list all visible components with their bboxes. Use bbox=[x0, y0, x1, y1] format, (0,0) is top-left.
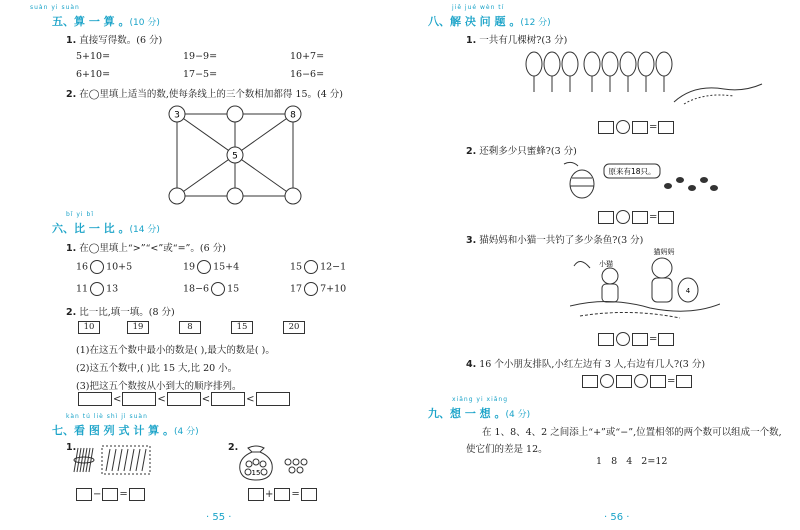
operator-circle[interactable] bbox=[634, 374, 648, 388]
mother-cat-label: 猫妈妈 bbox=[653, 248, 675, 256]
branch-icon bbox=[564, 162, 578, 166]
answer-box[interactable] bbox=[658, 211, 674, 224]
answer-box[interactable] bbox=[582, 375, 598, 388]
tree-icon bbox=[620, 52, 636, 76]
less-than-sign: < bbox=[157, 393, 166, 405]
equation: 10+7= bbox=[290, 51, 325, 62]
answer-circle[interactable] bbox=[90, 260, 104, 274]
section5-pinyin: suàn yi suàn bbox=[30, 4, 80, 11]
kitten-icon bbox=[602, 268, 618, 284]
answer-box[interactable] bbox=[129, 488, 145, 501]
less-than-sign: < bbox=[201, 393, 211, 405]
beehive-icon bbox=[570, 170, 594, 198]
tree-icon bbox=[584, 52, 600, 76]
s6-q2: 2. 比一比,填一填。(8 分) bbox=[66, 307, 175, 318]
equation: 19−9= bbox=[183, 51, 218, 62]
bucket-number: 4 bbox=[685, 287, 691, 295]
tree-icon bbox=[544, 52, 560, 76]
section6-title: 六、比 一 比 。(14 分) bbox=[52, 222, 160, 235]
compare-item: 11 13 bbox=[76, 283, 119, 295]
s8-q3: 3. 猫妈妈和小猫一共钓了多少条鱼?(3 分) bbox=[466, 235, 644, 246]
section7-title: 七、看 图 列 式 计 算 。(4 分) bbox=[52, 424, 199, 437]
s6-sub1: (1)在这五个数中最小的数是( ),最大的数是( )。 bbox=[76, 345, 275, 356]
equation-boxes-queue: = bbox=[582, 374, 692, 388]
answer-box[interactable] bbox=[211, 392, 245, 406]
right-page bbox=[400, 0, 800, 530]
cats-fishing-image bbox=[570, 246, 720, 324]
equation-boxes-1: − = bbox=[76, 488, 145, 501]
s9-expression: 1 8 4 2=12 bbox=[596, 456, 668, 467]
stick-bundle-icon bbox=[74, 448, 94, 472]
answer-box[interactable] bbox=[167, 392, 201, 406]
answer-box[interactable] bbox=[676, 375, 692, 388]
equation-boxes-2: + = bbox=[248, 488, 317, 501]
operator-circle[interactable] bbox=[616, 210, 630, 224]
answer-circle[interactable] bbox=[211, 282, 225, 296]
node-circle[interactable] bbox=[285, 188, 301, 204]
kitten-label: 小猫 bbox=[599, 260, 613, 268]
operator-circle[interactable] bbox=[600, 374, 614, 388]
operator-circle[interactable] bbox=[616, 120, 630, 134]
answer-box[interactable] bbox=[658, 333, 674, 346]
operator-circle[interactable] bbox=[616, 332, 630, 346]
section8-pinyin: jiě jué wèn tí bbox=[452, 4, 505, 11]
answer-box[interactable] bbox=[122, 392, 156, 406]
answer-box[interactable] bbox=[632, 211, 648, 224]
node-circle[interactable] bbox=[169, 188, 185, 204]
s8-q4: 4. 16 个小朋友排队,小红左边有 3 人,右边有几人?(3 分) bbox=[466, 359, 706, 370]
s6-q1: 1. 在◯里填上“>”“<”或“=”。(6 分) bbox=[66, 243, 226, 254]
answer-circle[interactable] bbox=[304, 282, 318, 296]
node-value: 3 bbox=[174, 110, 180, 121]
equation-boxes-trees: = bbox=[598, 120, 674, 134]
compare-item: 16 10+5 bbox=[76, 261, 133, 273]
tree-icon bbox=[562, 52, 578, 76]
section7-pinyin: kàn tú liè shì jì suàn bbox=[66, 413, 148, 420]
bees-image bbox=[562, 158, 722, 202]
answer-circle[interactable] bbox=[304, 260, 318, 274]
sticks-image bbox=[72, 444, 152, 476]
number-box: 8 bbox=[179, 321, 201, 334]
compare-item: 19 15+4 bbox=[183, 261, 240, 273]
fish-icon bbox=[574, 261, 590, 268]
tree-icon bbox=[638, 52, 654, 76]
equation: 6+10= bbox=[76, 69, 111, 80]
answer-box[interactable] bbox=[650, 375, 666, 388]
s6-sub3: (3)把这五个数按从小到大的顺序排列。 bbox=[76, 381, 242, 392]
answer-box[interactable] bbox=[274, 488, 290, 501]
s7-q1-number: 1. bbox=[66, 442, 77, 453]
node-circle[interactable] bbox=[227, 106, 243, 122]
order-boxes bbox=[78, 392, 290, 406]
s8-q2: 2. 还剩多少只蜜蜂?(3 分) bbox=[466, 146, 577, 157]
compare-item: 17 7+10 bbox=[290, 283, 347, 295]
answer-box[interactable] bbox=[256, 392, 290, 406]
bag-tie-icon bbox=[248, 446, 264, 452]
answer-box[interactable] bbox=[616, 375, 632, 388]
node-value: 8 bbox=[290, 110, 296, 121]
s9-text-line1: 在 1、8、4、2 之间添上“+”或“−”,位置相邻的两个数可以组成一个数, bbox=[482, 427, 782, 438]
s7-q2-number: 2. bbox=[228, 442, 239, 453]
s5-q2: 2. 在◯里填上适当的数,使每条线上的三个数相加都得 15。(4 分) bbox=[66, 89, 344, 100]
answer-circle[interactable] bbox=[197, 260, 211, 274]
section5-title: 五、算 一 算 。(10 分) bbox=[52, 15, 160, 28]
s8-q1: 1. 一共有几棵树?(3 分) bbox=[466, 35, 568, 46]
triangle-diagram bbox=[160, 102, 310, 208]
compare-item: 15 12−1 bbox=[290, 261, 347, 273]
equation: 17−5= bbox=[183, 69, 218, 80]
answer-box[interactable] bbox=[598, 333, 614, 346]
less-than-sign: < bbox=[246, 393, 255, 405]
node-value: 5 bbox=[232, 151, 238, 162]
s6-sub2: (2)这五个数中,( )比 15 大,比 20 小。 bbox=[76, 363, 238, 374]
answer-box[interactable] bbox=[632, 333, 648, 346]
equation-boxes-fish: = bbox=[598, 332, 674, 346]
tree-icon bbox=[526, 52, 542, 76]
bag-image bbox=[236, 440, 316, 482]
section6-pinyin: bǐ yi bǐ bbox=[66, 211, 94, 218]
number-box: 20 bbox=[283, 321, 305, 334]
equation-boxes-bees: = bbox=[598, 210, 674, 224]
equation: 5+10= bbox=[76, 51, 111, 62]
answer-box[interactable] bbox=[632, 121, 648, 134]
trees-image bbox=[524, 44, 764, 106]
number-box: 15 bbox=[231, 321, 253, 334]
tree-icon bbox=[602, 52, 618, 76]
bubble-text: 原来有18只。 bbox=[608, 167, 656, 176]
answer-box[interactable] bbox=[658, 121, 674, 134]
bee-icon bbox=[664, 177, 718, 191]
number-box: 19 bbox=[127, 321, 149, 334]
answer-circle[interactable] bbox=[90, 282, 104, 296]
answer-box[interactable] bbox=[78, 392, 112, 406]
node-circle[interactable] bbox=[227, 188, 243, 204]
less-than-sign: < bbox=[113, 393, 122, 405]
tree-icon bbox=[656, 52, 672, 76]
section9-pinyin: xiǎng yi xiǎng bbox=[452, 396, 509, 403]
s5-q1: 1. 直接写得数。(6 分) bbox=[66, 35, 163, 46]
number-box: 10 bbox=[78, 321, 100, 334]
compare-item: 18−6 15 bbox=[183, 283, 240, 295]
answer-box[interactable] bbox=[102, 488, 118, 501]
answer-box[interactable] bbox=[301, 488, 317, 501]
s9-text-line2: 使它们的差是 12。 bbox=[466, 444, 548, 455]
page-number: · 56 · bbox=[604, 512, 630, 523]
section8-title: 八、解 决 问 题 。(12 分) bbox=[428, 15, 551, 28]
answer-box[interactable] bbox=[76, 488, 92, 501]
answer-box[interactable] bbox=[598, 121, 614, 134]
equation: 16−6= bbox=[290, 69, 325, 80]
answer-box[interactable] bbox=[248, 488, 264, 501]
mother-cat-icon bbox=[652, 258, 672, 278]
answer-box[interactable] bbox=[598, 211, 614, 224]
bag-number: 15 bbox=[251, 469, 261, 477]
section9-title: 九、想 一 想 。(4 分) bbox=[428, 407, 531, 420]
page-number: · 55 · bbox=[206, 512, 232, 523]
